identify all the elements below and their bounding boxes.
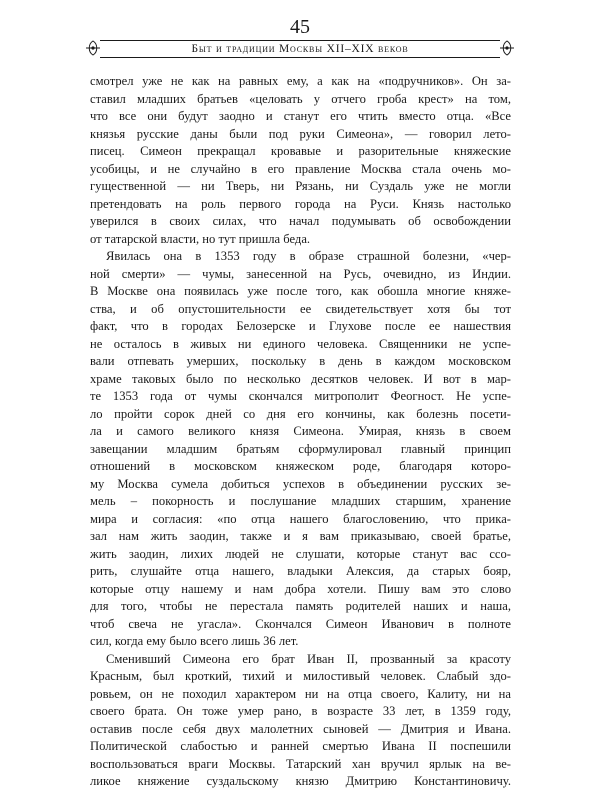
text-line: рить, слушайте отца нашего, владыки Алексия, да старых бояр, xyxy=(90,564,511,578)
text-line: вали отпевать умерших, поскольку в день в каждом московском xyxy=(90,354,511,368)
header-rule-top xyxy=(100,40,500,41)
text-line: что все они будут заодно и станут его чтить вместо отца. «Все xyxy=(90,109,511,123)
text-line: ровьем, он не походил характером ни на отца своего, Калиту, ни на xyxy=(90,686,511,701)
text-line: ства, и об опустошительности ее свидетельствует хотя бы тот xyxy=(90,301,511,316)
header-rule-bottom xyxy=(100,57,500,58)
text-line: для того, чтобы не перестала память родителей наших и наша, xyxy=(90,599,511,613)
text-line: завещании младшим братьям сформулировал главный принцип xyxy=(90,441,511,456)
text-line: мель – покорность и послушание младших старшим, хранение xyxy=(90,494,511,508)
text-line: факт, что в городах Белозерске и Глухове после ее нашествия xyxy=(90,319,511,333)
text-line: князья русские даны были под руки Симеона», — говорил лето- xyxy=(90,126,511,141)
text-line: Сменивший Симеона его брат Иван II, прозванный за красоту xyxy=(106,651,511,666)
text-line: ло пройти сорок дней со дня его кончины, как болезнь посети- xyxy=(90,406,511,421)
text-line: В Москве она появилась уже после того, как обошла многие княже- xyxy=(90,284,511,298)
page-number: 45 xyxy=(290,16,310,38)
text-line: жить заодин, лихих людей не слушати, которые станут вас ссо- xyxy=(90,546,511,561)
text-line: гущественной — ни Тверь, ни Рязань, ни Суздаль уже не могли xyxy=(90,179,511,193)
text-line: не осталось в живых ни единого человека. Священники не успе- xyxy=(90,336,511,351)
text-line: писец. Симеон прекращал кровавые и разорительные княжеские xyxy=(90,144,511,158)
text-line: сил, когда ему было всего лишь 36 лет. xyxy=(90,634,299,648)
text-line: Явилась она в 1353 году в образе страшной болезни, «чер- xyxy=(106,249,511,263)
text-line: претендовать на роль первого города на Руси. Князь настолько xyxy=(90,196,511,211)
text-line: ной смерти» — чумы, занесенной на Русь, очевидно, из Индии. xyxy=(90,266,511,281)
text-line: которые отцу нашему и нам добра хотели. Пишу вам это слово xyxy=(90,581,511,596)
text-line: чтоб свеча не угасла». Скончался Симеон Иванович в полноте xyxy=(90,616,511,631)
text-line: му Москва сумела добиться успехов в объединении русских зе- xyxy=(90,476,511,491)
text-line: зал нам жить заодин, также и я вам приказываю, своей братье, xyxy=(90,529,511,543)
text-line: Красным, был кроткий, тихий и милостивый человек. Слабый здо- xyxy=(90,669,511,683)
text-line: ставил младших братьев «целовать у отчего гроба крест» на том, xyxy=(90,91,511,106)
text-line: уверился в своих силах, что начал подумывать об освобождении xyxy=(90,214,511,228)
text-line: те 1353 года от чумы скончался митрополит Феогност. Не успе- xyxy=(90,389,511,403)
text-line: мира и согласия: «по отца нашего благословению, что прика- xyxy=(90,511,511,526)
text-line: от татарской власти, но тут пришла беда. xyxy=(90,231,311,246)
running-title: Быт и традиции Москвы XII–XIX веков xyxy=(191,43,409,55)
text-line: отношений в московском княжеском роде, благодаря которо- xyxy=(90,459,511,473)
text-line: ла и самого великого князя Симеона. Умирая, князь в своем xyxy=(90,424,511,438)
text-line: оставив после себя двух малолетних сыновей — Дмитрия и Ивана. xyxy=(90,721,511,736)
text-line: своего брата. Он тоже умер рано, в возрасте 33 лет, в 1359 году, xyxy=(90,704,511,718)
text-line: храме таковых было по несколько десятков человек. И вот в мар- xyxy=(90,371,511,386)
body-text xyxy=(90,73,511,791)
text-line: Политической слабостью и ранней смертью Ивана II поспешили xyxy=(90,739,511,753)
text-line: усобицы, и не случайно в его правление Москва стала очень мо- xyxy=(90,161,511,176)
text-line: ликое княжение суздальскому князю Дмитрию Константиновичу. xyxy=(90,774,511,788)
text-line: воспользоваться враги Москвы. Татарский хан вручил ярлык на ве- xyxy=(90,756,511,771)
text-line: смотрел уже не как на равных ему, а как на «подручников». Он за- xyxy=(90,74,511,88)
running-header xyxy=(88,39,512,57)
